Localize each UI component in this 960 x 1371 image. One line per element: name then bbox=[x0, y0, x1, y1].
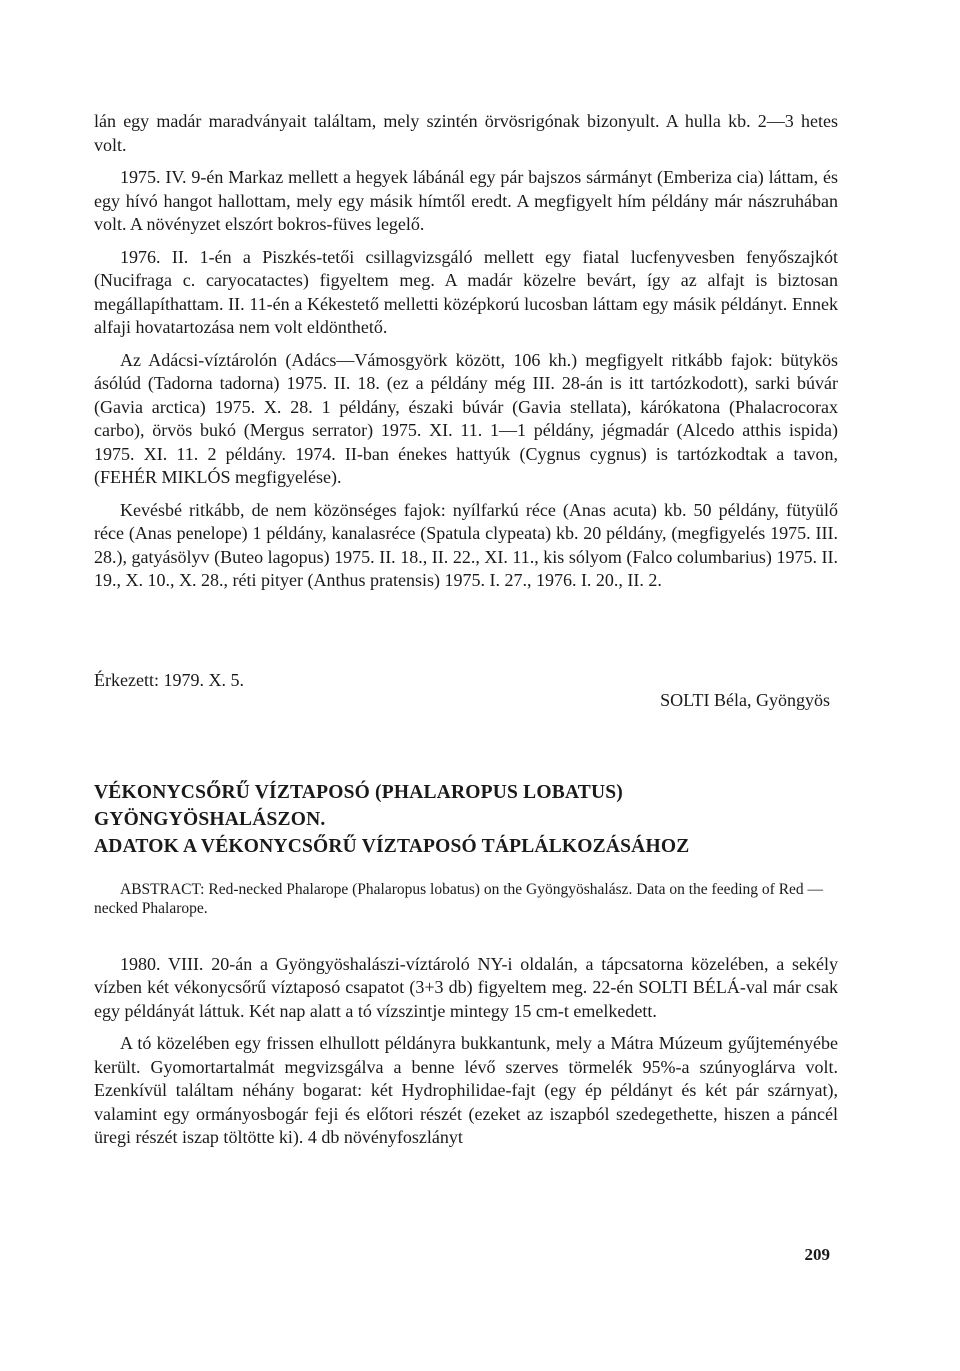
title-line: VÉKONYCSŐRŰ VÍZTAPOSÓ (PHALAROPUS LOBATUS) bbox=[94, 781, 624, 803]
paragraph: Kevésbé ritkább, de nem közönséges fajok: nyílfarkú réce (Anas acuta) kb. 50 példány, fütyülő réce (Anas penelope) 1 példány, kanalasréce (Spatula clypeata) kb. 20 példány, (megfigyelés 1975. III. 28.), gatyásölyv (Buteo lagopus) 1975. II. 18., II. 22., XI. 11., kis sólyom (Falco columbarius) 1975. II. 19., X. 10., X. 28., réti pityer (Anthus pratensis) 1975. I. 27., 1976. I. 20., II. 2. bbox=[94, 499, 838, 590]
signature-block bbox=[94, 669, 838, 717]
paragraph: Az Adácsi-víztárolón (Adács—Vámosgyörk között, 106 kh.) megfigyelt ritkább fajok: bütykös ásólúd (Tadorna tadorna) 1975. II. 18. (ez a példány még III. 28-án is itt tartózkodott), sarki búvár (Gavia arctica) 1975. X. 28. 1 példány, északi búvár (Gavia stellata), kárókatona (Phalacrocorax carbo), örvös bukó (Mergus serrator) 1975. XI. 11. 1—1 példány, jégmadár (Alcedo atthis ispida) 1975. XI. 11. 2 példány. 1974. II-ban énekes hattyúk (Cygnus cygnus) is tartózkodtak a tavon, (FEHÉR MIKLÓS megfigyelése). bbox=[94, 349, 838, 487]
article-title bbox=[94, 779, 838, 860]
page-content bbox=[94, 110, 838, 1150]
paragraph: 1976. II. 1-én a Piszkés-tetői csillagvizsgáló mellett egy fiatal lucfenyvesben fenyőszajkót (Nucifraga c. caryocatactes) figyeltem meg. A madár közelre bevárt, így az alfajt is biztosan megállapíthattam. II. 11-én a Kékestető melletti középkorú lucosban láttam egy másik példányt. Ennek alfaji hovatartozása nem volt eldönthető. bbox=[94, 246, 838, 337]
received-date: Érkezett: 1979. X. 5. bbox=[94, 669, 244, 690]
abstract: ABSTRACT: Red-necked Phalarope (Phalaropus lobatus) on the Gyöngyöshalász. Data on the feeding of Red — necked Phalarope. bbox=[94, 880, 824, 917]
title-line: GYÖNGYÖSHALÁSZON. bbox=[94, 808, 326, 830]
paragraph: 1975. IV. 9-én Markaz mellett a hegyek lábánál egy pár bajszos sármányt (Emberiza cia) láttam, és egy hívó hangot hallottam, mely egy másik hímtől eredt. A megfigyelt hím példány már nászruhában volt. A növényzet elszórt bokros-füves legelő. bbox=[94, 167, 838, 234]
paragraph: lán egy madár maradványait találtam, mely szintén örvösrigónak bizonyult. A hulla kb. 2—3 hetes volt. bbox=[94, 111, 838, 155]
paragraph: 1980. VIII. 20-án a Gyöngyöshalászi-víztároló NY-i oldalán, a tápcsatorna közelében, a sekély vízben két vékonycsőrű víztaposó csapatot (3+3 db) figyeltem meg. 22-én SOLTI BÉLÁ-val már csak egy példányát láttuk. Két nap alatt a tó vízszintje mintegy 15 cm-t emelkedett. bbox=[94, 953, 838, 1021]
title-line: ADATOK A VÉKONYCSŐRŰ VÍZTAPOSÓ TÁPLÁLKOZÁSÁHOZ bbox=[94, 835, 690, 857]
paragraph: A tó közelében egy frissen elhullott példányra bukkantunk, mely a Mátra Múzeum gyűjteményébe került. Gyomortartalmát megvizsgálva a benne lévő szerves törmelék 95%-a szúnyoglárva volt. Ezenkívül találtam néhány bogarat: két Hydrophilidae-fajt (egy ép példányt és két pár szárnyat), valamint egy ormányosbogár feji és előtori részét (ezeket az iszapból szedegethette, hiszen a páncél üregi részét iszap töltötte ki). 4 db növényfoszlányt bbox=[94, 1033, 838, 1147]
page-number: 209 bbox=[804, 1245, 830, 1264]
author-signature: SOLTI Béla, Gyöngyös bbox=[660, 689, 830, 710]
section-bird-observations bbox=[94, 110, 838, 593]
section-phalarope bbox=[94, 953, 838, 1150]
